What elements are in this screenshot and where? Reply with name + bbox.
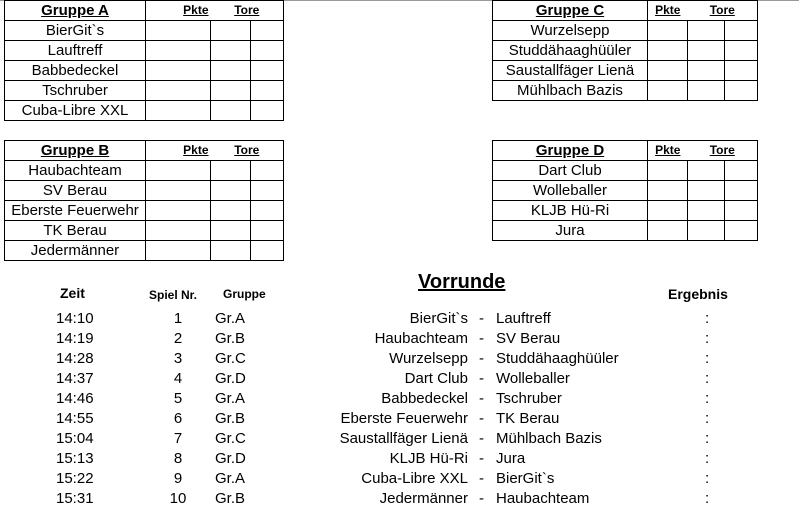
match-number: 10 [169, 490, 187, 507]
tore-for-cell[interactable] [211, 201, 251, 221]
match-row [0, 349, 799, 369]
match-group: Gr.B [215, 410, 246, 427]
away-team: Wolleballer [496, 370, 570, 387]
away-team: Mühlbach Bazis [496, 430, 602, 447]
spiel-nr-header: Spiel Nr. [149, 288, 198, 302]
pkte-cell[interactable] [648, 181, 688, 201]
tore-against-cell[interactable] [725, 161, 758, 181]
pkte-cell[interactable] [648, 81, 688, 101]
match-row [0, 309, 799, 329]
match-time: 14:19 [56, 330, 94, 347]
table-row [5, 201, 284, 221]
tore-against-cell[interactable] [251, 101, 284, 121]
match-row [0, 449, 799, 469]
tore-against-cell[interactable] [251, 161, 284, 181]
group-b-table [4, 140, 284, 261]
home-team: Cuba-Libre XXL [361, 470, 468, 487]
match-row [0, 429, 799, 449]
tore-header: Tore [211, 141, 284, 161]
table-row [493, 221, 758, 241]
home-team: Jedermänner [379, 490, 468, 507]
team-name[interactable]: Jura [493, 221, 648, 241]
tore-for-cell[interactable] [211, 181, 251, 201]
match-group: Gr.D [215, 370, 246, 387]
team-name[interactable]: Lauftreff [5, 41, 146, 61]
match-group: Gr.A [215, 390, 246, 407]
match-group: Gr.B [215, 490, 246, 507]
tore-for-cell[interactable] [211, 21, 251, 41]
group-a-title: Gruppe A [5, 1, 146, 21]
match-row [0, 409, 799, 429]
home-team: Dart Club [404, 370, 468, 387]
tore-against-cell[interactable] [251, 221, 284, 241]
team-name[interactable]: KLJB Hü-Ri [493, 201, 648, 221]
tore-for-cell[interactable] [211, 101, 251, 121]
match-group: Gr.C [215, 430, 246, 447]
match-number: 4 [173, 370, 183, 387]
team-name[interactable]: Studdähaaghüüler [493, 41, 648, 61]
team-name[interactable]: Cuba-Libre XXL [5, 101, 146, 121]
team-name[interactable]: Wolleballer [493, 181, 648, 201]
home-team: Wurzelsepp [389, 350, 468, 367]
match-row [0, 369, 799, 389]
team-name[interactable]: Jedermänner [5, 241, 146, 261]
zeit-header: Zeit [60, 285, 85, 301]
table-row [493, 201, 758, 221]
schedule-title: Vorrunde [418, 271, 506, 293]
match-row [0, 469, 799, 489]
away-team: Jura [496, 450, 526, 467]
tore-against-cell[interactable] [251, 61, 284, 81]
tore-for-cell[interactable] [211, 241, 251, 261]
table-row [493, 21, 758, 41]
result-cell[interactable]: : [705, 350, 710, 367]
tore-for-cell[interactable] [688, 61, 725, 81]
result-cell[interactable]: : [705, 390, 710, 407]
match-time: 14:46 [56, 390, 94, 407]
match-time: 14:10 [56, 310, 94, 327]
match-time: 14:55 [56, 410, 94, 427]
match-number: 1 [173, 310, 183, 327]
away-team: Studdähaaghüüler [496, 350, 619, 367]
result-cell[interactable]: : [705, 430, 710, 447]
home-team: Haubachteam [374, 330, 468, 347]
team-name[interactable]: Eberste Feuerwehr [5, 201, 146, 221]
away-team: Tschruber [496, 390, 562, 407]
tore-against-cell[interactable] [251, 181, 284, 201]
match-group: Gr.A [215, 310, 246, 327]
away-team: BierGit`s [496, 470, 555, 487]
table-row [5, 161, 284, 181]
result-cell[interactable]: : [705, 310, 710, 327]
pkte-cell[interactable] [648, 161, 688, 181]
pkte-cell[interactable] [146, 241, 211, 261]
result-cell[interactable]: : [705, 410, 710, 427]
match-number: 2 [173, 330, 183, 347]
pkte-cell[interactable] [146, 201, 211, 221]
pkte-cell[interactable] [648, 41, 688, 61]
pkte-cell[interactable] [648, 221, 688, 241]
pkte-cell[interactable] [146, 61, 211, 81]
group-a-table [4, 0, 284, 121]
tore-for-cell[interactable] [688, 81, 725, 101]
tore-for-cell[interactable] [211, 81, 251, 101]
tore-for-cell[interactable] [688, 181, 725, 201]
match-time: 15:04 [56, 430, 94, 447]
tore-against-cell[interactable] [725, 41, 758, 61]
tore-against-cell[interactable] [725, 81, 758, 101]
group-b-title: Gruppe B [5, 141, 146, 161]
result-cell[interactable]: : [705, 470, 710, 487]
pkte-header: Pkte [146, 141, 211, 161]
tore-for-cell[interactable] [688, 21, 725, 41]
pkte-cell[interactable] [146, 101, 211, 121]
pkte-cell[interactable] [146, 161, 211, 181]
pkte-cell[interactable] [146, 81, 211, 101]
tore-against-cell[interactable] [251, 21, 284, 41]
table-row [493, 61, 758, 81]
group-b-header [5, 141, 284, 161]
team-name[interactable]: Saustallfäger Lienä [493, 61, 648, 81]
result-cell[interactable]: : [705, 330, 710, 347]
team-name[interactable]: TK Berau [5, 221, 146, 241]
tore-for-cell[interactable] [211, 61, 251, 81]
vs-separator: - [479, 470, 484, 487]
match-time: 14:37 [56, 370, 94, 387]
pkte-cell[interactable] [648, 61, 688, 81]
group-c-table [492, 0, 758, 101]
tore-for-cell[interactable] [688, 161, 725, 181]
pkte-cell[interactable] [648, 201, 688, 221]
home-team: Babbedeckel [381, 390, 468, 407]
table-row [5, 41, 284, 61]
table-row [5, 21, 284, 41]
table-row [5, 81, 284, 101]
table-row [493, 41, 758, 61]
table-row [5, 221, 284, 241]
match-group: Gr.B [215, 330, 246, 347]
table-row [5, 101, 284, 121]
ergebnis-header: Ergebnis [668, 286, 728, 302]
result-cell[interactable]: : [705, 490, 710, 507]
match-time: 15:31 [56, 490, 94, 507]
match-schedule [0, 309, 799, 509]
table-row [5, 61, 284, 81]
tore-for-cell[interactable] [211, 161, 251, 181]
tore-for-cell[interactable] [688, 201, 725, 221]
vs-separator: - [479, 430, 484, 447]
home-team: Saustallfäger Lienä [339, 430, 468, 447]
tore-for-cell[interactable] [211, 221, 251, 241]
away-team: Lauftreff [496, 310, 551, 327]
vs-separator: - [479, 370, 484, 387]
result-cell[interactable]: : [705, 450, 710, 467]
match-number: 8 [173, 450, 183, 467]
group-c-header [493, 1, 758, 21]
team-name[interactable]: Wurzelsepp [493, 21, 648, 41]
pkte-cell[interactable] [146, 221, 211, 241]
tore-header: Tore [688, 141, 758, 161]
team-name[interactable]: BierGit`s [5, 21, 146, 41]
match-row [0, 489, 799, 509]
pkte-cell[interactable] [146, 181, 211, 201]
away-team: Haubachteam [496, 490, 590, 507]
gruppe-header: Gruppe [223, 287, 266, 301]
tore-for-cell[interactable] [211, 41, 251, 61]
vs-separator: - [479, 330, 484, 347]
match-group: Gr.A [215, 470, 246, 487]
result-cell[interactable]: : [705, 370, 710, 387]
tore-against-cell[interactable] [251, 81, 284, 101]
tore-against-cell[interactable] [251, 201, 284, 221]
tore-header: Tore [211, 1, 284, 21]
home-team: BierGit`s [409, 310, 468, 327]
match-row [0, 329, 799, 349]
pkte-cell[interactable] [648, 21, 688, 41]
match-number: 7 [173, 430, 183, 447]
tore-against-cell[interactable] [725, 221, 758, 241]
tore-against-cell[interactable] [725, 181, 758, 201]
group-c-title: Gruppe C [493, 1, 648, 21]
team-name[interactable]: Mühlbach Bazis [493, 81, 648, 101]
tore-against-cell[interactable] [251, 241, 284, 261]
table-row [493, 81, 758, 101]
vs-separator: - [479, 390, 484, 407]
team-name[interactable]: SV Berau [5, 181, 146, 201]
pkte-header: Pkte [648, 141, 688, 161]
match-number: 5 [173, 390, 183, 407]
match-number: 9 [173, 470, 183, 487]
tore-against-cell[interactable] [725, 21, 758, 41]
tore-against-cell[interactable] [725, 61, 758, 81]
match-group: Gr.D [215, 450, 246, 467]
vs-separator: - [479, 450, 484, 467]
table-row [493, 181, 758, 201]
group-d-header [493, 141, 758, 161]
tore-against-cell[interactable] [725, 201, 758, 221]
table-row [5, 181, 284, 201]
match-time: 14:28 [56, 350, 94, 367]
match-group: Gr.C [215, 350, 246, 367]
pkte-cell[interactable] [146, 41, 211, 61]
match-time: 15:22 [56, 470, 94, 487]
vs-separator: - [479, 350, 484, 367]
vs-separator: - [479, 410, 484, 427]
group-d-title: Gruppe D [493, 141, 648, 161]
team-name[interactable]: Haubachteam [5, 161, 146, 181]
home-team: KLJB Hü-Ri [389, 450, 468, 467]
team-name[interactable]: Babbedeckel [5, 61, 146, 81]
vs-separator: - [479, 310, 484, 327]
vs-separator: - [479, 490, 484, 507]
match-row [0, 389, 799, 409]
tore-against-cell[interactable] [251, 41, 284, 61]
group-a-header [5, 1, 284, 21]
pkte-header: Pkte [648, 1, 688, 21]
table-row [5, 241, 284, 261]
match-number: 6 [173, 410, 183, 427]
tore-for-cell[interactable] [688, 221, 725, 241]
home-team: Eberste Feuerwehr [340, 410, 468, 427]
away-team: SV Berau [496, 330, 561, 347]
match-time: 15:13 [56, 450, 94, 467]
pkte-header: Pkte [146, 1, 211, 21]
team-name[interactable]: Dart Club [493, 161, 648, 181]
table-row [493, 161, 758, 181]
tore-header: Tore [688, 1, 758, 21]
tore-for-cell[interactable] [688, 41, 725, 61]
group-d-table [492, 140, 758, 241]
team-name[interactable]: Tschruber [5, 81, 146, 101]
away-team: TK Berau [496, 410, 560, 427]
match-number: 3 [173, 350, 183, 367]
pkte-cell[interactable] [146, 21, 211, 41]
